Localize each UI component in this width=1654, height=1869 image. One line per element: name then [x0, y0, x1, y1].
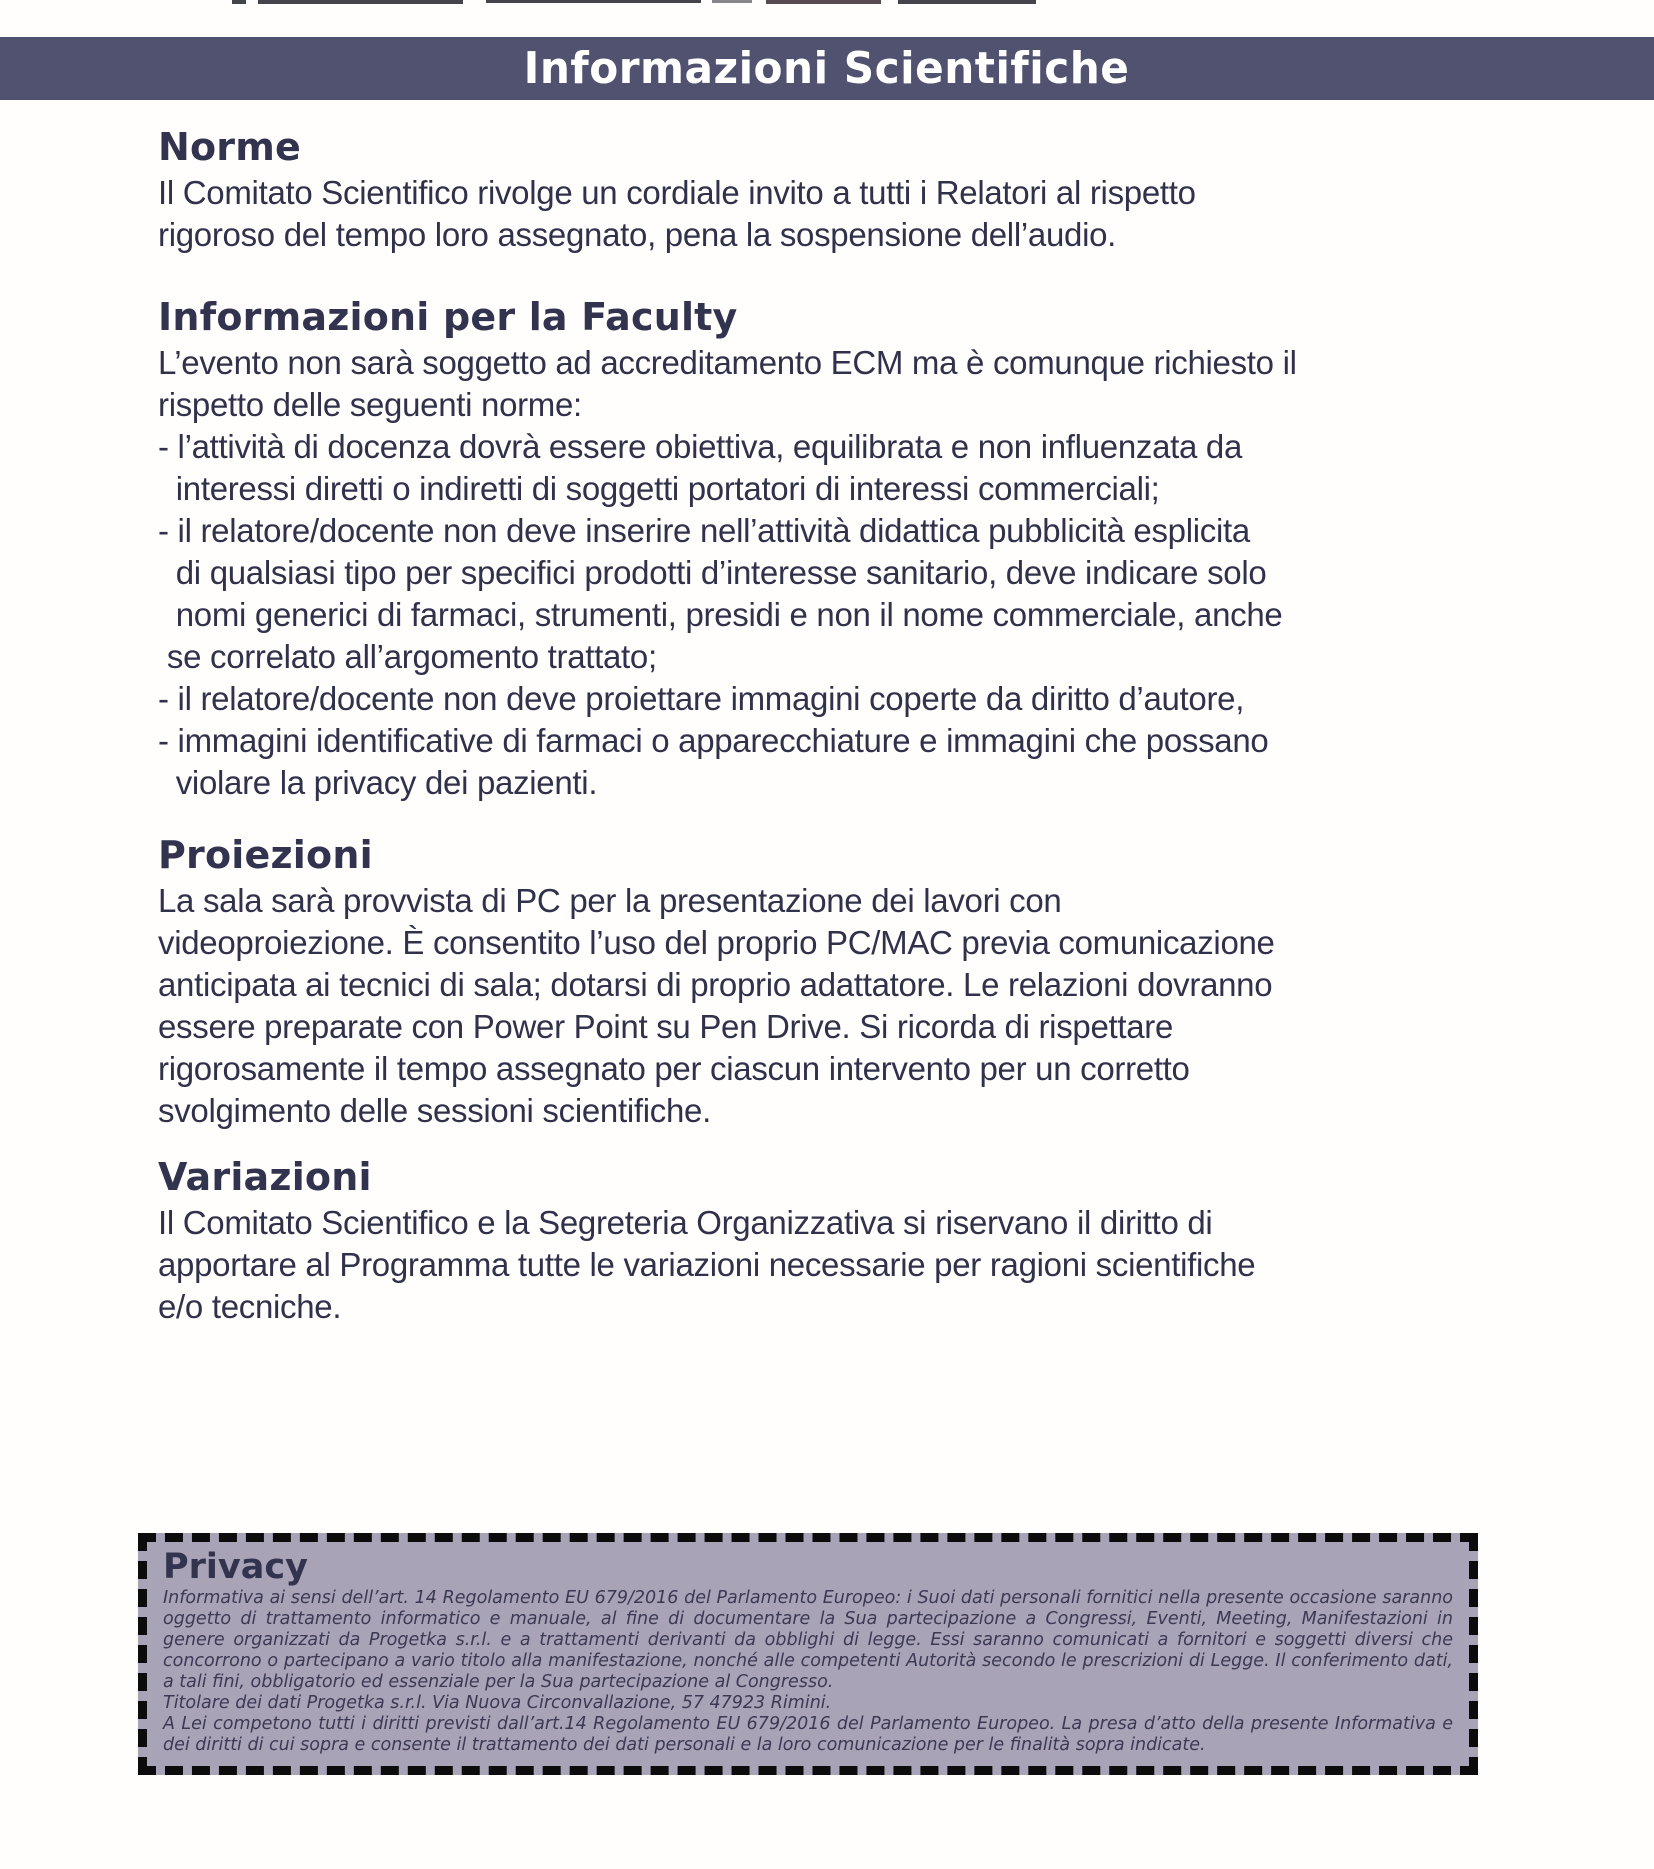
- text-line: rigoroso del tempo loro assegnato, pena la sospensione dell’audio.: [158, 216, 1117, 253]
- page-title: Informazioni Scientifiche: [524, 43, 1130, 94]
- section-heading: Informazioni per la Faculty: [158, 295, 738, 339]
- document-content: [158, 100, 1538, 1328]
- text-line: rispetto delle seguenti norme:: [158, 386, 582, 423]
- text-line: di qualsiasi tipo per specifici prodotti d’interesse sanitario, deve indicare solo: [158, 554, 1267, 591]
- artifact-fragment: [712, 0, 752, 3]
- text-line: - immagini identificative di farmaci o apparecchiature e immagini che possano: [158, 722, 1269, 759]
- text-line: anticipata ai tecnici di sala; dotarsi di proprio adattatore. Le relazioni dovranno: [158, 966, 1273, 1003]
- text-line: - il relatore/docente non deve proiettare immagini coperte da diritto d’autore,: [158, 680, 1245, 717]
- text-line: interessi diretti o indiretti di soggetti portatori di interessi commerciali;: [158, 470, 1160, 507]
- text-line: - l’attività di docenza dovrà essere obiettiva, equilibrata e non influenzata da: [158, 428, 1243, 465]
- section-variazioni: [158, 1154, 1538, 1328]
- section-body: [158, 880, 1538, 1132]
- text-line: svolgimento delle sessioni scientifiche.: [158, 1092, 711, 1129]
- section-norme: [158, 124, 1538, 256]
- section-body: [158, 172, 1538, 256]
- privacy-paragraph: A Lei competono tutti i diritti previsti dall’art.14 Regolamento EU 679/2016 del Parlamento Europeo. La presa d’atto della presente Informativa e dei diritti di cui sopra e consente il trattamento dei dati personali e la loro comunicazione per le finalità sopra indicate.: [163, 1714, 1453, 1755]
- page-top-artifact: [0, 0, 1654, 6]
- text-line: essere preparate con Power Point su Pen Drive. Si ricorda di rispettare: [158, 1008, 1174, 1045]
- artifact-fragment: [486, 0, 701, 3]
- text-line: videoproiezione. È consentito l’uso del proprio PC/MAC previa comunicazione: [158, 924, 1275, 961]
- text-line: nomi generici di farmaci, strumenti, presidi e non il nome commerciale, anche: [158, 596, 1283, 633]
- section-body: [158, 1202, 1538, 1328]
- privacy-paragraph: Titolare dei dati Progetka s.r.l. Via Nuova Circonvallazione, 57 47923 Rimini.: [163, 1693, 832, 1713]
- text-line: - il relatore/docente non deve inserire nell’attività didattica pubblicità esplicita: [158, 512, 1250, 549]
- section-proiezioni: [158, 832, 1538, 1132]
- text-line: violare la privacy dei pazienti.: [158, 764, 598, 801]
- privacy-notice-box: [138, 1533, 1478, 1775]
- text-line: L’evento non sarà soggetto ad accreditamento ECM ma è comunque richiesto il: [158, 344, 1297, 381]
- text-line: apportare al Programma tutte le variazioni necessarie per ragioni scientifiche: [158, 1246, 1256, 1283]
- privacy-heading: Privacy: [163, 1547, 308, 1587]
- text-line: se correlato all’argomento trattato;: [158, 638, 657, 675]
- text-line: La sala sarà provvista di PC per la presentazione dei lavori con: [158, 882, 1062, 919]
- artifact-fragment: [898, 0, 1036, 4]
- section-body: [158, 342, 1538, 804]
- text-line: Il Comitato Scientifico e la Segreteria Organizzativa si riservano il diritto di: [158, 1204, 1213, 1241]
- section-heading: Proiezioni: [158, 833, 373, 877]
- artifact-fragment: [232, 0, 246, 4]
- text-line: rigorosamente il tempo assegnato per ciascun intervento per un corretto: [158, 1050, 1190, 1087]
- privacy-paragraph: Informativa ai sensi dell’art. 14 Regolamento EU 679/2016 del Parlamento Europeo: i Suoi dati personali fornitici nella presente occasione saranno oggetto di trattamento informatico e manuale, al fine di documentare la Sua partecipazione a Congressi, Eventi, Meeting, Manifestazioni in genere organizzati da Progetka s.r.l. e a trattamenti derivanti da obblighi di legge. Essi saranno comunicati a fornitori e soggetti diversi che concorrono o partecipano a vario titolo alla manifestazione, nonché alle competenti Autorità secondo le prescrizioni di Legge. Il conferimento dati, a tali fini, obbligatorio ed essenziale per la Sua partecipazione al Congresso.: [163, 1588, 1453, 1692]
- section-title-bar: [0, 37, 1654, 100]
- text-line: Il Comitato Scientifico rivolge un cordiale invito a tutti i Relatori al rispetto: [158, 174, 1196, 211]
- artifact-fragment: [258, 0, 463, 4]
- text-line: e/o tecniche.: [158, 1288, 342, 1325]
- section-faculty: [158, 294, 1538, 804]
- section-heading: Variazioni: [158, 1155, 372, 1199]
- section-heading: Norme: [158, 125, 302, 169]
- artifact-fragment: [766, 0, 881, 4]
